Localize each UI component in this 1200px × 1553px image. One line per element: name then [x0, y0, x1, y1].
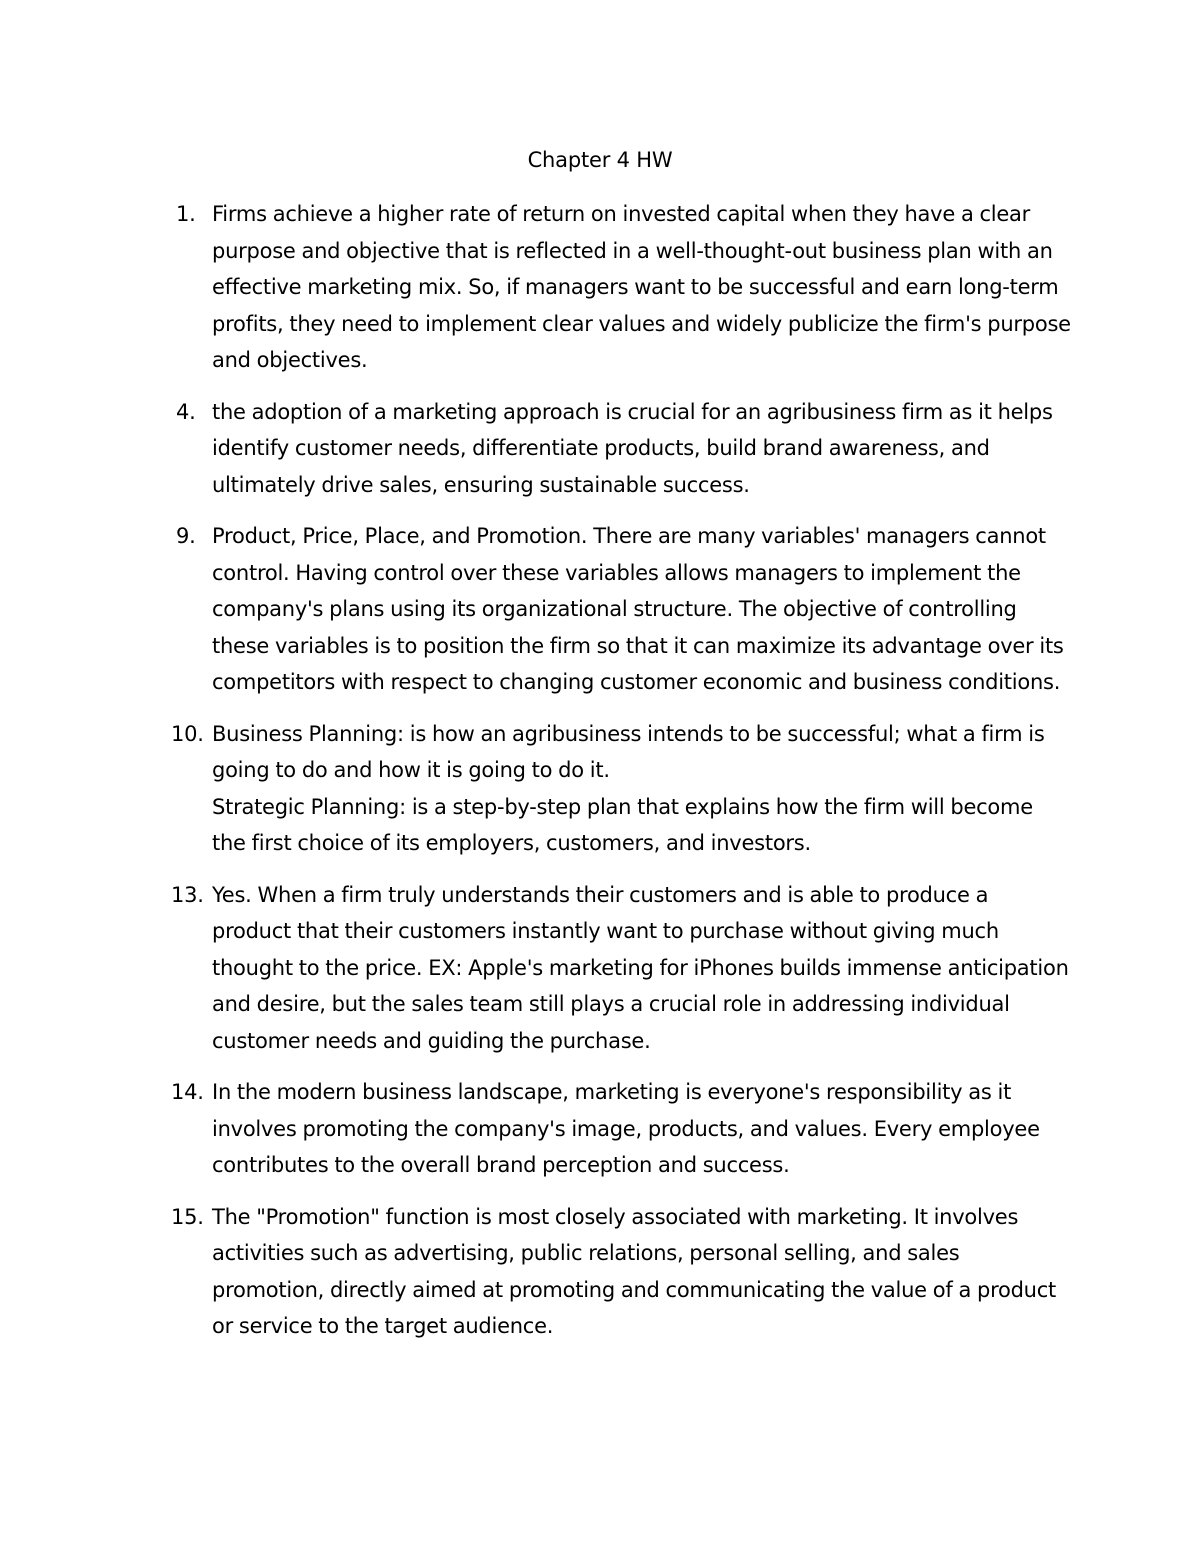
answer-paragraph: Business Planning: is how an agribusiness intends to be successful; what a firm is going to do and how it is going to do it. — [212, 721, 1045, 782]
answer-paragraph: Yes. When a firm truly understands their customers and is able to produce a product that their customers instantly want to purchase without giving much thought to the price. EX: Apple's marketing for iPhones builds immense anticipation and desire, but the sales team still plays a crucial role in addressing individual customer needs and guiding the purchase. — [212, 882, 1069, 1053]
answer-paragraph: Firms achieve a higher rate of return on invested capital when they have a clear purpose and objective that is reflected in a well-thought-out business plan with an effective marketing mix. So, if managers want to be successful and earn long-term profits, they need to implement clear values and widely publicize the firm's purpose and objectives. — [212, 202, 1071, 372]
answer-paragraph: The "Promotion" function is most closely associated with marketing. It involves activities such as advertising, public relations, personal selling, and sales promotion, directly aimed at promoting and communicating the value of a product or service to the target audience. — [212, 1204, 1057, 1338]
answer-number: 15. — [171, 1204, 204, 1229]
answer-text — [212, 394, 1071, 504]
answer-number: 14. — [171, 1080, 204, 1104]
answer-paragraph: Product, Price, Place, and Promotion. There are many variables' managers cannot control. Having control over these variables allows managers to implement the company's plans using its organizational structure. The objective of controlling these variables is to position the firm so that it can maximize its advantage over its competitors with respect to changing customer economic and business conditions. — [212, 524, 1064, 694]
answer-paragraph: the adoption of a marketing approach is crucial for an agribusiness firm as it helps identify customer needs, differentiate products, build brand awareness, and ultimately drive sales, ensuring sustainable success. — [212, 399, 1053, 497]
answer-number: 13. — [171, 882, 204, 907]
answer-item — [171, 877, 1071, 1060]
answer-text — [212, 196, 1071, 379]
answer-number: 10. — [171, 721, 204, 746]
answer-item — [171, 394, 1071, 504]
answer-text — [212, 518, 1071, 701]
answer-item — [171, 1199, 1071, 1345]
answer-number: 1. — [176, 202, 196, 226]
answer-list — [171, 196, 1071, 1360]
answer-paragraph: Strategic Planning: is a step-by-step plan that explains how the firm will become the first choice of its employers, customers, and investors. — [212, 794, 1033, 855]
answer-item — [171, 196, 1071, 379]
page-title: Chapter 4 HW — [527, 148, 673, 172]
answer-text — [212, 1199, 1071, 1345]
answer-item — [171, 716, 1071, 862]
answer-text — [212, 877, 1071, 1060]
answer-item — [171, 1074, 1071, 1184]
answer-text — [212, 716, 1071, 862]
answer-paragraph: In the modern business landscape, marketing is everyone's responsibility as it involves promoting the company's image, products, and values. Every employee contributes to the overall brand perception and success. — [212, 1080, 1040, 1177]
answer-item — [171, 518, 1071, 701]
answer-text — [212, 1074, 1071, 1184]
answer-number: 9. — [176, 524, 196, 548]
answer-number: 4. — [176, 399, 196, 424]
